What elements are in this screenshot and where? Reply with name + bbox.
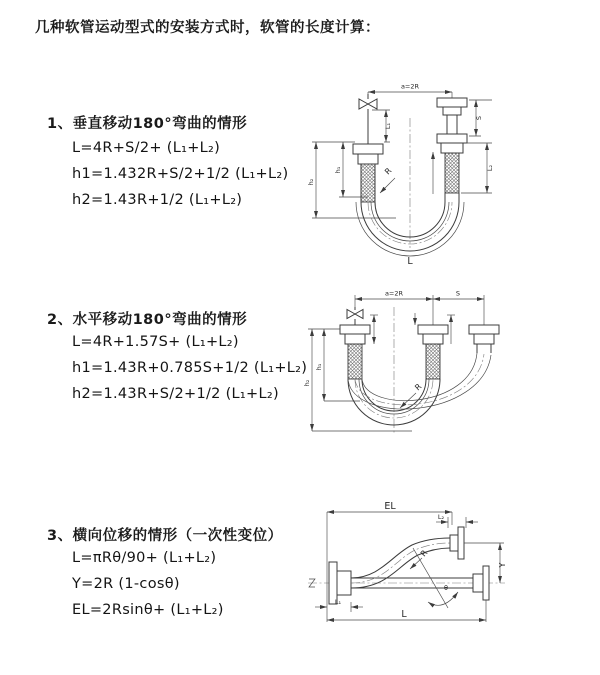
dim-label-a2r: a=2R xyxy=(384,289,404,298)
dim-label-h1: h₁ xyxy=(315,363,323,371)
section-1-heading: 1、垂直移动180°弯曲的情形 xyxy=(47,116,248,132)
section-2-formulas xyxy=(72,329,307,407)
dim-label-s: S xyxy=(475,115,483,121)
hose-u-bend-position-2 xyxy=(348,353,491,409)
dim-s xyxy=(433,290,484,300)
hose-displaced-position xyxy=(351,527,464,588)
formula: h2=1.43R+S/2+1/2 (L₁+L₂) xyxy=(72,386,279,402)
braided-hose-section xyxy=(426,344,440,379)
formula: EL=2Rsinθ+ (L₁+L₂) xyxy=(72,602,224,618)
dim-label-h2: h₂ xyxy=(303,379,311,387)
section-3-heading: 3、横向位移的情形（一次性变位） xyxy=(47,528,283,544)
dim-l1 xyxy=(372,110,392,142)
label-l: L xyxy=(407,256,413,267)
middle-end-fitting xyxy=(418,325,448,379)
formula: L=πRθ/90+ (L₁+L₂) xyxy=(72,550,217,566)
left-end-fitting xyxy=(353,144,383,202)
dim-label-h2: h₂ xyxy=(307,178,315,186)
dim-label-h1: h₁ xyxy=(334,166,342,174)
dim-label-y: Y xyxy=(498,562,507,568)
dim-label-l1: L₁ xyxy=(384,122,392,130)
dim-l1 xyxy=(315,598,363,612)
section-1-formulas xyxy=(72,135,288,213)
section-1 xyxy=(47,112,247,133)
section-3 xyxy=(47,524,283,545)
label-theta: θ xyxy=(444,584,448,592)
section-2 xyxy=(47,308,247,329)
dim-label-l2: L₂ xyxy=(486,164,494,172)
diagram-horizontal-180-bend xyxy=(300,283,565,448)
dim-a2r xyxy=(368,83,452,99)
dim-l2 xyxy=(461,143,494,193)
diagram-lateral-displacement xyxy=(300,498,590,648)
shifted-end-fitting xyxy=(469,325,499,353)
dim-l2 xyxy=(436,513,478,528)
right-end-fitting xyxy=(437,98,467,202)
braided-hose-section xyxy=(348,344,362,379)
left-end-fitting xyxy=(340,325,370,379)
formula: h2=1.43R+1/2 (L₁+L₂) xyxy=(72,192,243,208)
dim-label-l2: L₂ xyxy=(437,513,445,521)
dim-label-l: L xyxy=(401,609,407,620)
formula: Y=2R (1-cosθ) xyxy=(72,576,180,592)
label-r: R xyxy=(383,166,394,177)
dim-label-el: EL xyxy=(384,501,396,512)
braided-hose-section xyxy=(445,153,459,193)
formula: h1=1.432R+S/2+1/2 (L₁+L₂) xyxy=(72,166,289,182)
section-3-formulas xyxy=(72,545,224,623)
formula: h1=1.43R+0.785S+1/2 (L₁+L₂) xyxy=(72,360,308,376)
dim-label-s: S xyxy=(455,289,461,298)
label-r: R xyxy=(418,548,430,559)
diagram-vertical-180-bend xyxy=(300,72,500,267)
formula: L=4R+S/2+ (L₁+L₂) xyxy=(72,140,221,156)
bend-radius-callout xyxy=(380,166,395,193)
braided-hose-section xyxy=(361,164,375,202)
label-r: R xyxy=(413,381,424,393)
valve-icon xyxy=(359,94,377,144)
dim-label-l1: L₁ xyxy=(334,598,342,606)
formula: L=4R+1.57S+ (L₁+L₂) xyxy=(72,334,239,350)
dim-s xyxy=(469,100,492,136)
hose-u-bend-position-1 xyxy=(348,379,440,425)
valve-icon xyxy=(347,307,363,325)
dim-label-a2r: a=2R xyxy=(400,82,420,91)
page-title: 几种软管运动型式的安装方式时，软管的长度计算： xyxy=(35,20,380,36)
section-2-heading: 2、水平移动180°弯曲的情形 xyxy=(47,312,248,328)
dim-a2r xyxy=(355,290,484,326)
